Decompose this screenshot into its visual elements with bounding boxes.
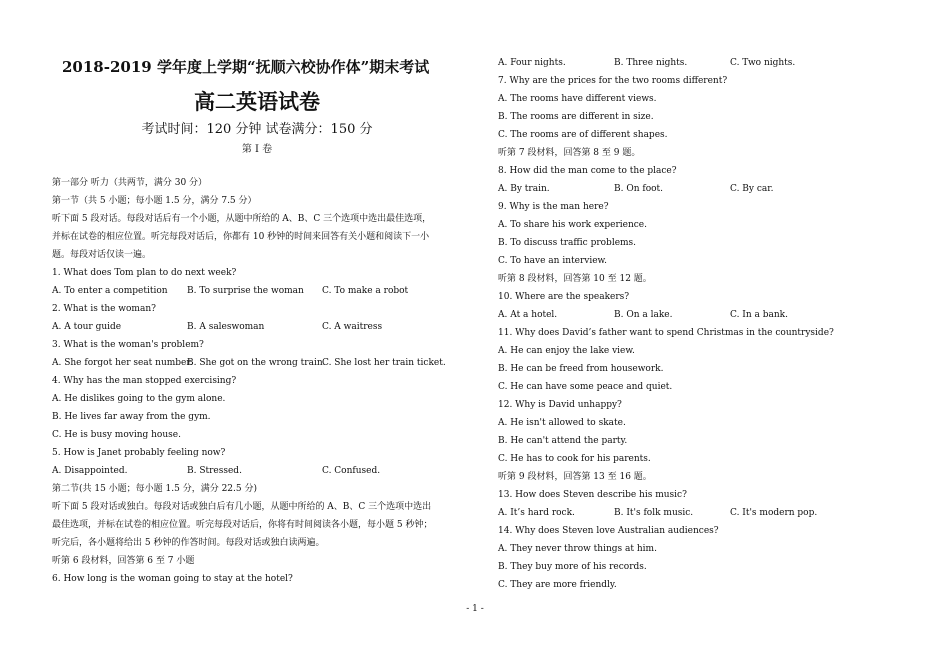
- instruction-line: 题。每段对话仅读一遍。: [52, 250, 152, 260]
- option-6a: A. Four nights.: [498, 58, 566, 68]
- option-11b: B. He can be freed from housework.: [498, 364, 664, 374]
- option-9b: B. To discuss traffic problems.: [498, 238, 637, 248]
- question-12: 12. Why is David unhappy?: [498, 400, 622, 410]
- option-7b: B. The rooms are different in size.: [498, 112, 654, 122]
- option-6c: C. Two nights.: [730, 58, 796, 68]
- option-11c: C. He can have some peace and quiet.: [498, 382, 673, 392]
- question-10: 10. Where are the speakers?: [498, 292, 630, 302]
- option-3c: C. She lost her train ticket.: [322, 358, 446, 368]
- option-2c: C. A waitress: [322, 322, 383, 332]
- instruction-line: 最佳选项，并标在试卷的相应位置。听完每段对话后，你将有时间阅读各小题，每小题 5 秒钟；: [52, 520, 433, 530]
- question-8: 8. How did the man come to the place?: [498, 166, 677, 176]
- option-13a: A. It’s hard rock.: [498, 508, 575, 518]
- option-9c: C. To have an interview.: [498, 256, 608, 266]
- part-heading: 第一部分 听力（共两节，满分 30 分）: [52, 178, 208, 188]
- volume-label: 第 I 卷: [241, 144, 273, 155]
- option-14b: B. They buy more of his records.: [498, 562, 647, 572]
- option-12a: A. He isn't allowed to skate.: [498, 418, 626, 428]
- option-4c: C. He is busy moving house.: [52, 430, 181, 440]
- option-2a: A. A tour guide: [52, 322, 122, 332]
- option-12b: B. He can't attend the party.: [498, 436, 628, 446]
- instruction-line: 听下面 5 段对话或独白。每段对话或独白后有几小题，从题中所给的 A、B、C 三个选项中选出: [52, 502, 432, 512]
- question-7: 7. Why are the prices for the two rooms different?: [498, 76, 728, 86]
- option-14a: A. They never throw things at him.: [498, 544, 657, 554]
- option-14c: C. They are more friendly.: [498, 580, 617, 590]
- question-3: 3. What is the woman's problem?: [52, 340, 204, 350]
- option-4a: A. He dislikes going to the gym alone.: [52, 394, 226, 404]
- section-heading: 第二节(共 15 小题；每小题 1.5 分，满分 22.5 分): [52, 484, 257, 494]
- option-7c: C. The rooms are of different shapes.: [498, 130, 668, 140]
- option-10c: C. In a bank.: [730, 310, 788, 320]
- option-1a: A. To enter a competition: [52, 286, 168, 296]
- question-2: 2. What is the woman?: [52, 304, 156, 314]
- option-13b: B. It's folk music.: [614, 508, 694, 518]
- option-12c: C. He has to cook for his parents.: [498, 454, 651, 464]
- option-2b: B. A saleswoman: [187, 322, 265, 332]
- option-10b: B. On a lake.: [614, 310, 673, 320]
- option-7a: A. The rooms have different views.: [498, 94, 657, 104]
- exam-title: 2018-2019 学年度上学期“抚顺六校协作体”期末考试: [62, 58, 430, 76]
- material-label: 听第 6 段材料，回答第 6 至 7 小题: [52, 556, 195, 566]
- option-11a: A. He can enjoy the lake view.: [498, 346, 635, 356]
- option-3b: B. She got on the wrong train.: [187, 358, 326, 368]
- option-3a: A. She forgot her seat number.: [52, 358, 193, 368]
- question-11: 11. Why does David’s father want to spend Christmas in the countryside?: [498, 328, 834, 338]
- option-8b: B. On foot.: [614, 184, 664, 194]
- option-8c: C. By car.: [730, 184, 774, 194]
- exam-info: 考试时间：120 分钟 试卷满分：150 分: [141, 122, 373, 137]
- question-4: 4. Why has the man stopped exercising?: [52, 376, 237, 386]
- question-14: 14. Why does Steven love Australian audiences?: [498, 526, 719, 536]
- material-label: 听第 8 段材料，回答第 10 至 12 题。: [498, 274, 652, 284]
- page-number: - 1 -: [466, 604, 484, 614]
- question-6: 6. How long is the woman going to stay at the hotel?: [52, 574, 293, 584]
- option-13c: C. It's modern pop.: [730, 508, 818, 518]
- option-4b: B. He lives far away from the gym.: [52, 412, 211, 422]
- material-label: 听第 9 段材料，回答第 13 至 16 题。: [498, 472, 652, 482]
- option-5b: B. Stressed.: [187, 466, 242, 476]
- instruction-line: 听完后，各小题将给出 5 秒钟的作答时间。每段对话或独白读两遍。: [52, 538, 325, 548]
- question-1: 1. What does Tom plan to do next week?: [52, 268, 237, 278]
- section-heading: 第一节（共 5 小题；每小题 1.5 分，满分 7.5 分）: [52, 196, 257, 206]
- option-10a: A. At a hotel.: [498, 310, 558, 320]
- question-5: 5. How is Janet probably feeling now?: [52, 448, 226, 458]
- option-5c: C. Confused.: [322, 466, 381, 476]
- option-1c: C. To make a robot: [322, 286, 409, 296]
- question-13: 13. How does Steven describe his music?: [498, 490, 687, 500]
- material-label: 听第 7 段材料，回答第 8 至 9 题。: [498, 148, 641, 158]
- instruction-line: 并标在试卷的相应位置。听完每段对话后，你都有 10 秒钟的时间来回答有关小题和阅读下一小: [52, 232, 430, 242]
- question-9: 9. Why is the man here?: [498, 202, 609, 212]
- option-1b: B. To surprise the woman: [187, 286, 304, 296]
- option-5a: A. Disappointed.: [52, 466, 128, 476]
- option-6b: B. Three nights.: [614, 58, 688, 68]
- option-8a: A. By train.: [498, 184, 550, 194]
- instruction-line: 听下面 5 段对话。每段对话后有一个小题，从题中所给的 A、B、C 三个选项中选出最佳选项，: [52, 214, 432, 224]
- subject-title: 高二英语试卷: [194, 89, 320, 114]
- option-9a: A. To share his work experience.: [498, 220, 647, 230]
